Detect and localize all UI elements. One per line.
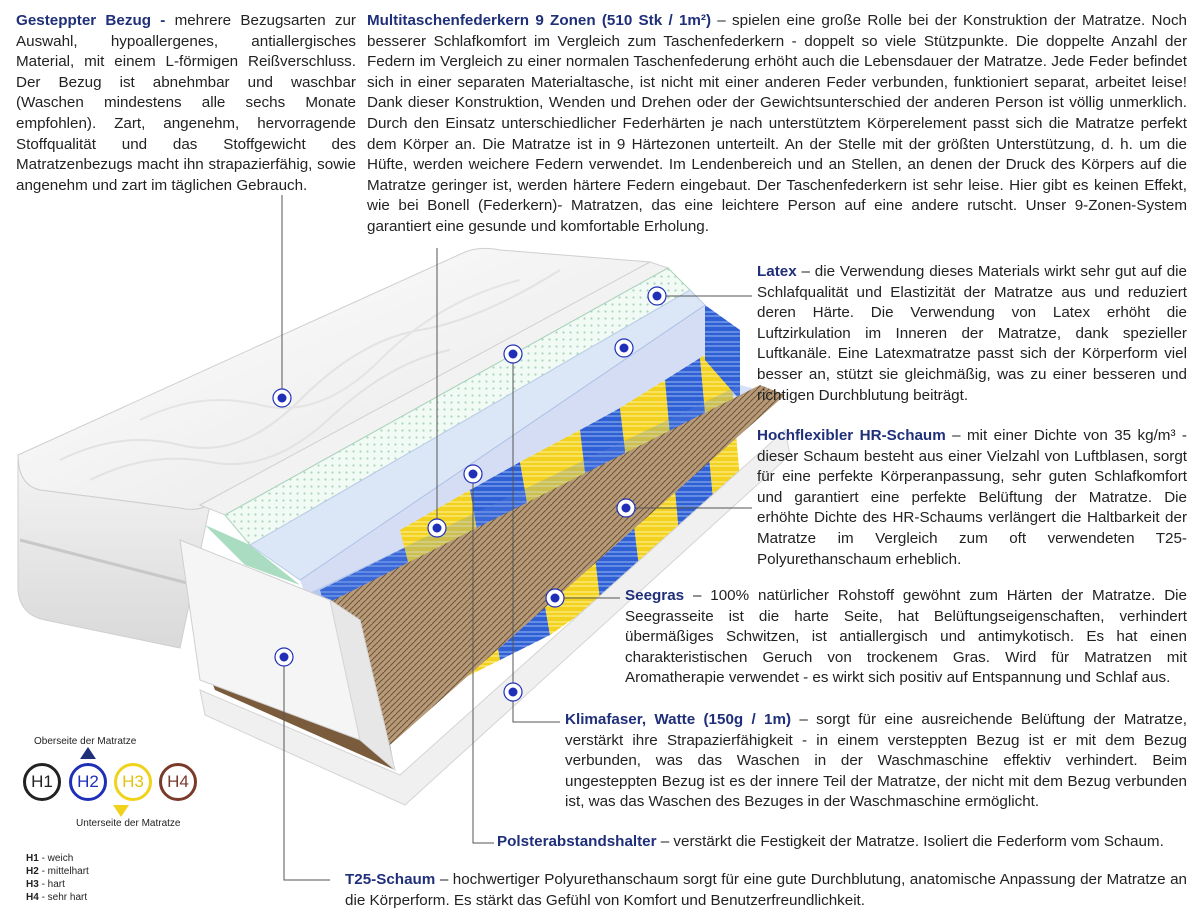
latex-title: Latex	[757, 263, 797, 280]
latex-description	[757, 262, 1187, 406]
marker-springs	[428, 519, 446, 537]
springs-text: – spielen eine große Rolle bei der Konstruktion der Matratze. Noch besserer Schlafkomfort im Vergleich zum Taschenfederkern - doppelt so viele Stützpunkte. Die doppelte Anzahl der Federn im Vergleich zu einer normalen Taschenfederung erhöht auch die Lebensdauer der Matratze. Jede Feder befindet sich in einer separaten Materialtasche, ist nicht mit einer anderen Feder verbunden, funktioniert separat, arbeitet leise! Dank dieser Konstruktion, Wenden und Drehen oder der Gewichtsunterschied der anderen Person ist völlig unmerklich. Durch den Einsatz unterschiedlicher Federhärten je nach unterstütztem Körperelement passt sich die Matratze perfekt dem Körper an. Die Matratze ist in 9 Härtezonen unterteilt. An der Stelle mit der größten Unterstützung, d. h. um die Hüfte, werden weichere Federn verwendet. Im Lendenbereich und an Stellen, an denen der Druck des Körpers auf die Matratze geringer ist, werden härtere Federn eingebaut. Der Taschenfederkern ist sehr leise. Hier gibt es keinen Effekt, wie bei Bonell (Federkern)- Matratzen, das eine leichtere Person auf eine andere rutscht. Unser 9-Zonen-System garantiert eine gesunde und komfortable Erholung.	[367, 12, 1187, 235]
seegras-text: – 100% natürlicher Rohstoff gewöhnt zum Härten der Matratze. Die Seegrasseite ist die harte Seite, hat Belüftungseigenschaften, verhindert übermäßiges Schwitzen, ist antiallergisch und antimykotisch. Es hat einen charakteristischen Geruch von trockenem Gras. Wird für Matratzen mit Aromatherapie verwendet - es wirkt sich positiv auf Entspannung und Schlaf aus.	[625, 587, 1187, 687]
cover-title: Gesteppter Bezug -	[16, 12, 166, 29]
legend-item-h2: H2 - mittelhart	[26, 866, 89, 877]
bottom-side-caption: Unterseite der Matratze	[76, 818, 181, 829]
h2-circle: H2	[69, 763, 107, 801]
h4-circle: H4	[159, 763, 197, 801]
latex-text: – die Verwendung dieses Materials wirkt sehr gut auf die Schlafqualität und Elastizität der Matratze aus und reduziert deren Härte. Die Verwendung von Latex erhöht die Luftzirkulation im Inneren der Matratze, dank spezieller Luftkanäle. Eine Latexmatratze passt sich der Körperform viel besser an, stützt sie gleichmäßig, was zu einer besseren und richtigen Durchblutung beiträgt.	[757, 263, 1187, 404]
hr-title: Hochflexibler HR-Schaum	[757, 427, 946, 444]
legend-item-h1: H1 - weich	[26, 853, 74, 864]
t25-text: – hochwertiger Polyurethanschaum sorgt für eine gute Durchblutung, anatomische Anpassung der Matratze an die Körperform. Es stärkt das Gefühl von Komfort und Benutzerfreundlichkeit.	[345, 871, 1187, 909]
hardness-legend	[0, 730, 220, 920]
polster-description	[497, 832, 1187, 853]
springs-description	[367, 11, 1187, 238]
marker-klima	[504, 345, 522, 363]
legend-item-h3: H3 - hart	[26, 879, 65, 890]
marker-seegras	[546, 589, 564, 607]
seegras-title: Seegras	[625, 587, 685, 604]
marker-cover	[273, 389, 291, 407]
marker-latex	[648, 287, 666, 305]
klima-text: – sorgt für eine ausreichende Belüftung der Matratze, verstärkt ihre Strapazierfähigkeit - in einem versteppten Bezug ist er mit dem Bezug verbunden, was das Waschen in der Waschmaschine effektiv verhindert. Beim ungesteppten Bezug ist es der innere Teil der Matratze, der nicht mit dem Bezug verbunden ist, was das Waschen des Bezuges in der Waschmaschine ermöglicht.	[565, 711, 1187, 811]
top-side-caption: Oberseite der Matratze	[34, 736, 137, 747]
legend-item-h4: H4 - sehr hart	[26, 892, 88, 903]
t25-title: T25-Schaum	[345, 871, 436, 888]
marker-klima-bottom	[504, 683, 522, 701]
hr-description	[757, 426, 1187, 570]
hr-text: – mit einer Dichte von 35 kg/m³ - dieser Schaum besteht aus einer Vielzahl von Luftblasen, sorgt für eine perfekte Körperanpassung, sehr guten Schlafkomfort und garantiert eine perfekte Belüftung der Matratze. Die erhöhte Dichte des HR-Schaums verlängert die Haltbarkeit der Matratze im Vergleich zum oft verwendeten T25-Polyurethanschaum erheblich.	[757, 427, 1187, 568]
marker-springs-top	[615, 339, 633, 357]
marker-hr	[617, 499, 635, 517]
marker-polster	[464, 465, 482, 483]
springs-title: Multitaschenfederkern 9 Zonen (510 Stk / 1m²)	[367, 12, 712, 29]
klima-title: Klimafaser, Watte (150g / 1m)	[565, 711, 792, 728]
arrow-up-icon	[80, 747, 96, 759]
h3-circle: H3	[114, 763, 152, 801]
cover-description	[16, 11, 356, 196]
cover-text: mehrere Bezugsarten zur Auswahl, hypoallergenes, antiallergisches Material, mit einem L-förmigen Reißverschluss. Der Bezug ist abnehmbar und waschbar (Waschen mindestens alle sechs Monate empfohlen). Zart, angenehm, hervorragende Stoffqualität und das Stoffgewicht des Matratzenbezugs macht ihn strapazierfähig, sowie angenehm und zart im täglichen Gebrauch.	[16, 12, 356, 194]
marker-t25	[275, 648, 293, 666]
t25-description	[345, 870, 1187, 911]
klima-description	[565, 710, 1187, 813]
polster-title: Polsterabstandshalter	[497, 833, 657, 850]
seegras-description	[625, 586, 1187, 689]
h1-circle: H1	[23, 763, 61, 801]
arrow-down-icon	[113, 805, 129, 817]
polster-text: – verstärkt die Festigkeit der Matratze. Isoliert die Federform vom Schaum.	[656, 833, 1164, 850]
